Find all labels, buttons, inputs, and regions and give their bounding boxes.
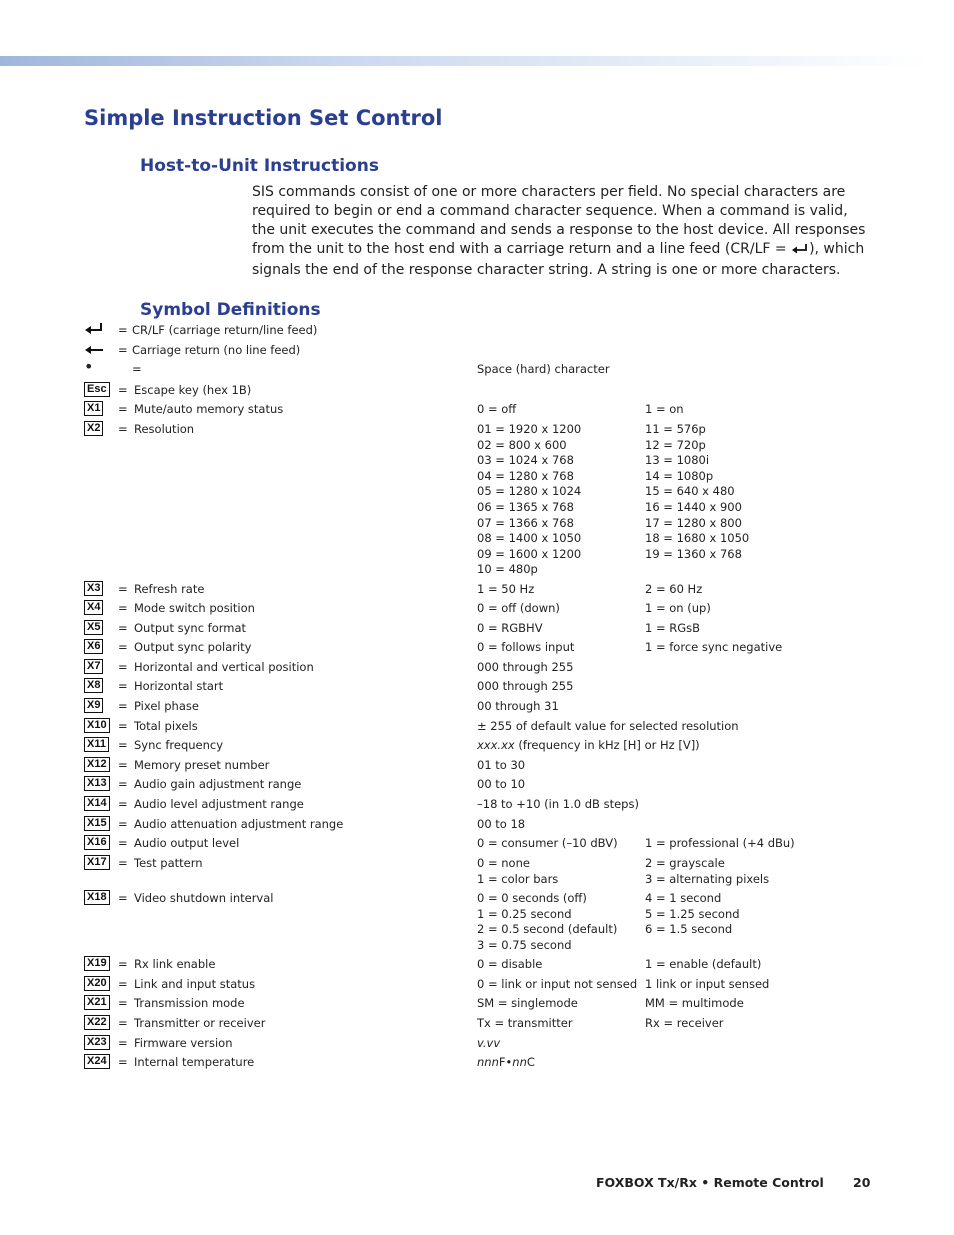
section-heading-host-to-unit: Host-to-Unit Instructions (140, 156, 379, 176)
variable-key: X15 (84, 816, 110, 831)
equals-sign: = (118, 582, 128, 596)
equals-sign: = (118, 777, 128, 791)
carriage-return-linefeed-icon (84, 322, 104, 339)
value-col2: 5 = 1.25 second (645, 906, 740, 921)
value-col1: 0 = consumer (–10 dBV) (477, 836, 618, 850)
value-italic: xxx.xx (477, 738, 515, 752)
equals-sign: = (118, 402, 128, 416)
variable-key: X5 (84, 620, 103, 635)
variable-key: X9 (84, 698, 103, 713)
value-col2: 3 = alternating pixels (645, 871, 770, 886)
variable-label: Refresh rate (134, 582, 205, 596)
equals-sign: = (118, 797, 128, 811)
value-col1: 0 = link or input not sensed (477, 977, 638, 991)
value-col2: 2 = 60 Hz (645, 582, 703, 596)
section-heading-symbol-definitions: Symbol Definitions (140, 300, 321, 320)
value-col2: 11 = 576p (645, 422, 706, 436)
variable-label: Resolution (134, 422, 195, 436)
equals-sign: = (118, 1016, 128, 1030)
variable-label: Internal temperature (134, 1055, 255, 1069)
variable-key: X10 (84, 718, 110, 733)
variable-key: X14 (84, 796, 110, 811)
value-col2: 1 link or input sensed (645, 977, 770, 991)
value-col1: 0 = off (477, 402, 517, 416)
value-col2: 16 = 1440 x 900 (645, 500, 742, 514)
variable-label: Memory preset number (134, 758, 270, 772)
variable-label: Transmission mode (134, 996, 245, 1010)
value-col1: 3 = 0.75 second (477, 937, 572, 952)
variable-label: Video shutdown interval (134, 891, 274, 905)
value-col1: 0 = none (477, 856, 530, 870)
value-col1: 00 through 31 (477, 699, 559, 713)
value-col1 (477, 1055, 535, 1071)
value-col1: 01 = 1920 x 1200 (477, 422, 582, 436)
variable-key: X16 (84, 835, 110, 850)
equals-sign: = (118, 719, 128, 733)
variable-key: X8 (84, 678, 103, 693)
value-col2: 15 = 640 x 480 (645, 484, 735, 499)
value-col1: 1 = 50 Hz (477, 582, 535, 596)
footer-product: FOXBOX Tx/Rx • Remote Control (596, 1175, 824, 1190)
symbol-label: CR/LF (carriage return/line feed) (132, 323, 318, 337)
variable-label: Rx link enable (134, 957, 216, 971)
value-col2: Rx = receiver (645, 1016, 724, 1030)
variable-key: X6 (84, 639, 103, 654)
variable-label: Mode switch position (134, 601, 255, 615)
variable-label: Test pattern (134, 856, 203, 870)
value-col1: 1 = color bars (477, 871, 559, 886)
value-col1: 0 = follows input (477, 640, 575, 654)
value-col2: 2 = grayscale (645, 856, 725, 870)
value-col2: 1 = enable (default) (645, 957, 762, 971)
variable-label: Horizontal start (134, 679, 224, 693)
value-col1: SM = singlemode (477, 996, 578, 1010)
value-col1: 09 = 1600 x 1200 (477, 546, 582, 561)
value-col1: 10 = 480p (477, 562, 538, 577)
variable-key: X3 (84, 581, 103, 596)
equals-sign: = (118, 679, 128, 693)
variable-key: X2 (84, 421, 103, 436)
variable-label: Transmitter or receiver (134, 1016, 266, 1030)
equals-sign: = (118, 977, 128, 991)
value-col1: Tx = transmitter (477, 1016, 573, 1030)
variable-label: Firmware version (134, 1036, 233, 1050)
equals-sign: = (118, 660, 128, 674)
value-col1: 1 = 0.25 second (477, 906, 572, 921)
variable-key: X12 (84, 757, 110, 772)
equals-sign: = (118, 621, 128, 635)
equals-sign: = (118, 1036, 128, 1050)
equals-sign: = (118, 343, 128, 357)
value-col2: 18 = 1680 x 1050 (645, 531, 750, 546)
equals-sign: = (118, 601, 128, 615)
variable-label: Audio attenuation adjustment range (134, 817, 344, 831)
value-col2: 1 = force sync negative (645, 640, 783, 654)
variable-label: Total pixels (134, 719, 198, 733)
value-col1: 00 to 18 (477, 817, 526, 831)
equals-sign: = (118, 856, 128, 870)
symbol-value: Space (hard) character (477, 362, 610, 376)
variable-key: X22 (84, 1015, 110, 1030)
equals-sign: = (118, 836, 128, 850)
value-col2: 19 = 1360 x 768 (645, 546, 742, 561)
value-col1: 02 = 800 x 600 (477, 437, 567, 452)
variable-label: Audio level adjustment range (134, 797, 304, 811)
page-title: Simple Instruction Set Control (84, 106, 443, 130)
value-col1: 0 = 0 seconds (off) (477, 891, 587, 905)
value-col1: 06 = 1365 x 768 (477, 500, 574, 514)
value-col1: 01 to 30 (477, 758, 526, 772)
variable-key: X19 (84, 956, 110, 971)
variable-label: Audio gain adjustment range (134, 777, 302, 791)
variable-label: Output sync polarity (134, 640, 252, 654)
value-col1: 03 = 1024 x 768 (477, 453, 574, 468)
variable-key: X24 (84, 1054, 110, 1069)
equals-sign: = (132, 362, 142, 376)
value-col1: 00 to 10 (477, 777, 526, 791)
variable-key: X21 (84, 995, 110, 1010)
value-italic: nn (512, 1055, 527, 1069)
value-col1 (477, 738, 700, 754)
variable-key: X4 (84, 600, 103, 615)
equals-sign: = (118, 1055, 128, 1069)
variable-key: X20 (84, 976, 110, 991)
equals-sign: = (118, 957, 128, 971)
variable-key: X13 (84, 776, 110, 791)
variable-key: X1 (84, 401, 103, 416)
footer-page-number: 20 (853, 1175, 871, 1190)
variable-key: X23 (84, 1035, 110, 1050)
equals-sign: = (118, 996, 128, 1010)
variable-label: Output sync format (134, 621, 247, 635)
variable-key: X11 (84, 737, 109, 752)
symbol-row-space (84, 357, 684, 379)
value-col2: 1 = on (up) (645, 601, 711, 615)
value-italic: nnn (477, 1055, 499, 1069)
carriage-return-linefeed-icon (791, 242, 809, 261)
variable-label: Mute/auto memory status (134, 402, 284, 416)
value-text: C (526, 1055, 535, 1069)
value-col1: 0 = RGBHV (477, 621, 543, 635)
intro-text-before: SIS commands consist of one or more characters per field. No special characters are required to begin or end a command character sequence. When a command is valid, the unit executes the command and sends a response to the host device. All responses from the unit to the host end with a carriage return and a line feed (CR/LF = (252, 184, 866, 257)
variable-label: Audio output level (134, 836, 240, 850)
value-col2: 13 = 1080i (645, 453, 710, 468)
value-col1: 07 = 1366 x 768 (477, 515, 574, 530)
value-col1: 000 through 255 (477, 660, 574, 674)
equals-sign: = (118, 699, 128, 713)
value-text: (frequency in kHz [H] or Hz [V]) (514, 738, 700, 752)
equals-sign: = (118, 383, 128, 397)
equals-sign: = (118, 323, 128, 337)
equals-sign: = (118, 738, 128, 752)
value-col1 (477, 1036, 500, 1052)
value-col2: 1 = RGsB (645, 621, 701, 635)
value-italic: v.vv (477, 1036, 501, 1050)
value-col1: 04 = 1280 x 768 (477, 468, 574, 483)
intro-text-after: ), which signals the end of the response character string. A string is one or more characters. (252, 241, 865, 278)
equals-sign: = (118, 422, 128, 436)
symbol-label: Carriage return (no line feed) (132, 343, 301, 357)
key-esc: Esc (84, 382, 110, 397)
variable-key: X7 (84, 659, 103, 674)
value-col2: 17 = 1280 x 800 (645, 515, 742, 530)
value-col1: 08 = 1400 x 1050 (477, 531, 582, 546)
equals-sign: = (118, 891, 128, 905)
value-col2: 4 = 1 second (645, 891, 722, 905)
equals-sign: = (118, 817, 128, 831)
value-text: F• (498, 1055, 513, 1069)
intro-paragraph (252, 183, 872, 280)
value-col1: ± 255 of default value for selected resolution (477, 719, 739, 733)
value-col1: –18 to +10 (in 1.0 dB steps) (477, 797, 639, 811)
variable-label: Link and input status (134, 977, 256, 991)
symbol-label: Escape key (hex 1B) (134, 383, 252, 397)
value-col2: 14 = 1080p (645, 468, 714, 483)
value-col1: 05 = 1280 x 1024 (477, 484, 582, 499)
value-col1: 000 through 255 (477, 679, 574, 693)
value-col1: 0 = off (down) (477, 601, 560, 615)
value-col2: 1 = on (645, 402, 684, 416)
value-col2: 1 = professional (+4 dBu) (645, 836, 795, 850)
variable-key: X17 (84, 855, 110, 870)
variable-label: Pixel phase (134, 699, 199, 713)
variable-label: Sync frequency (134, 738, 224, 752)
variable-label: Horizontal and vertical position (134, 660, 314, 674)
bullet-icon: • (84, 357, 94, 376)
value-col1: 0 = disable (477, 957, 543, 971)
variable-key: X18 (84, 890, 110, 905)
value-col2: 6 = 1.5 second (645, 922, 733, 937)
header-accent-bar (0, 56, 930, 66)
equals-sign: = (118, 758, 128, 772)
value-col2: 12 = 720p (645, 437, 706, 452)
value-col2: MM = multimode (645, 996, 744, 1010)
equals-sign: = (118, 640, 128, 654)
value-col1: 2 = 0.5 second (default) (477, 922, 618, 937)
